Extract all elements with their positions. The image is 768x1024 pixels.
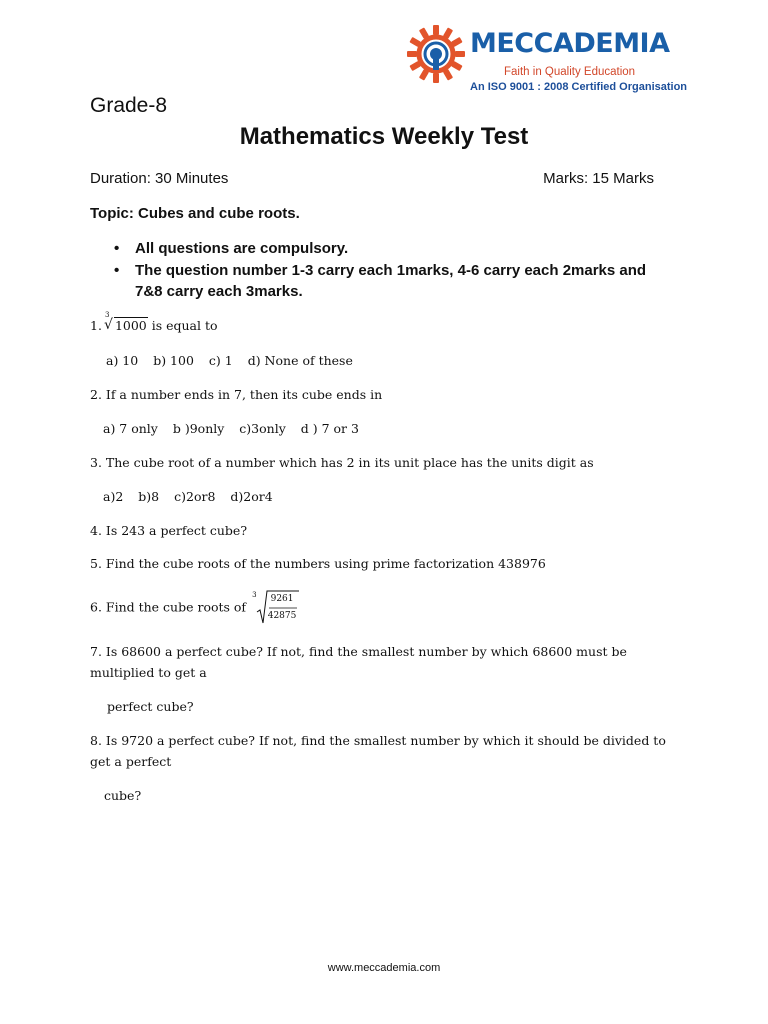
question-1-text: is equal to xyxy=(147,318,218,333)
logo-tagline: Faith in Quality Education xyxy=(504,66,636,78)
instruction-text: The question number 1-3 carry each 1marks, 4-6 carry each 2marks and 7&8 carry each 3marks. xyxy=(135,262,647,300)
question-4: 4. Is 243 a perfect cube? xyxy=(90,523,248,538)
question-6 xyxy=(90,590,296,626)
option: a)2 xyxy=(103,489,124,504)
option: b) 100 xyxy=(153,353,194,368)
question-6-text: 6. Find the cube roots of xyxy=(90,599,247,615)
cube-root-expression xyxy=(102,311,148,333)
fraction-numerator: 9261 xyxy=(270,594,294,604)
bullet-icon: • xyxy=(114,240,120,257)
instruction-item xyxy=(114,238,674,259)
question-7-line-3: perfect cube? xyxy=(107,699,194,714)
radical-sign-icon: √ xyxy=(103,317,113,333)
question-1-number: 1. xyxy=(90,318,102,333)
question-3-options xyxy=(103,489,284,504)
option: d)2or4 xyxy=(230,489,273,504)
page-title: Mathematics Weekly Test xyxy=(239,123,529,150)
fraction-denominator: 42875 xyxy=(267,611,297,621)
question-7-line-1: 7. Is 68600 a perfect cube? If not, find the smallest number by which 68600 must be xyxy=(90,644,627,659)
root-index: 3 xyxy=(252,591,257,599)
radicand: 1000 xyxy=(114,318,147,333)
duration-label: Duration: 30 Minutes xyxy=(90,170,229,187)
footer-website-link[interactable]: www.meccademia.com xyxy=(327,962,441,974)
cube-root-fraction xyxy=(252,590,296,626)
grade-label: Grade-8 xyxy=(90,94,168,117)
topic-label: Topic: Cubes and cube roots. xyxy=(90,205,300,222)
meccademia-logo xyxy=(400,14,690,114)
question-2: 2. If a number ends in 7, then its cube ends in xyxy=(90,387,383,402)
logo-wordmark: MECCADEMIA xyxy=(470,28,670,59)
root-index: 3 xyxy=(104,311,110,319)
gear-logo-icon xyxy=(406,24,466,84)
option: d) None of these xyxy=(247,353,353,368)
instructions-list xyxy=(114,238,674,303)
option: b )9only xyxy=(172,421,225,436)
option: c) 1 xyxy=(208,353,233,368)
question-8-line-2: get a perfect xyxy=(90,754,172,769)
option: b)8 xyxy=(138,489,160,504)
question-3: 3. The cube root of a number which has 2 in its unit place has the units digit as xyxy=(90,455,594,470)
marks-label: Marks: 15 Marks xyxy=(543,170,654,187)
instruction-item xyxy=(114,260,674,302)
bullet-icon: • xyxy=(114,262,120,279)
instruction-text: All questions are compulsory. xyxy=(135,240,349,257)
question-7-line-2: multiplied to get a xyxy=(90,665,207,680)
question-5: 5. Find the cube roots of the numbers using prime factorization 438976 xyxy=(90,556,546,571)
question-1-options xyxy=(106,353,364,368)
question-2-options xyxy=(103,421,370,436)
option: d ) 7 or 3 xyxy=(300,421,359,436)
option: c)3only xyxy=(239,421,286,436)
question-8-line-1: 8. Is 9720 a perfect cube? If not, find the smallest number by which it should be divided to xyxy=(90,733,666,748)
option: a) 7 only xyxy=(103,421,158,436)
logo-certification: An ISO 9001 : 2008 Certified Organisation xyxy=(470,81,688,93)
question-8-line-3: cube? xyxy=(104,788,142,803)
question-1 xyxy=(90,311,218,333)
option: c)2or8 xyxy=(174,489,216,504)
option: a) 10 xyxy=(106,353,139,368)
